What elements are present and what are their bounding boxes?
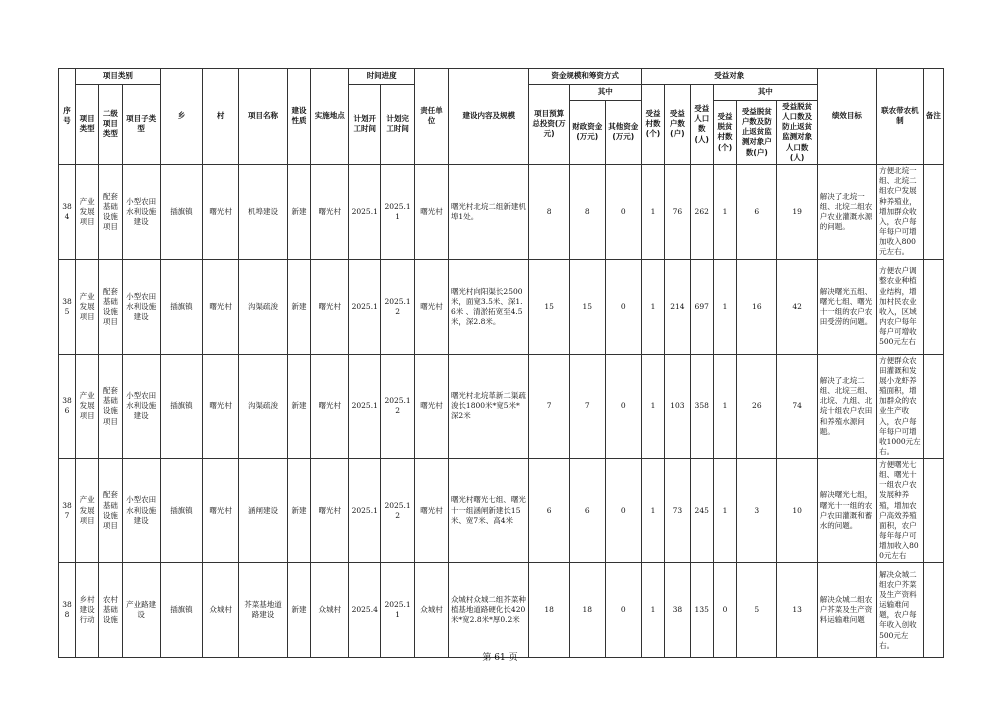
header-name: 项目名称 <box>239 69 288 165</box>
cell-population: 135 <box>690 563 713 658</box>
header-remarks: 备注 <box>923 69 943 165</box>
header-village: 村 <box>203 69 239 165</box>
table-row <box>59 459 944 563</box>
header-poor-households: 受益脱贫户数及防止返贫监测对象户数(户) <box>737 101 777 165</box>
cell-other: 0 <box>605 354 641 458</box>
header-start: 计划开工时间 <box>349 85 381 165</box>
header-category-group: 项目类别 <box>75 69 160 85</box>
cell-village: 曙光村 <box>203 354 239 458</box>
header-proj-type: 项目类型 <box>75 85 98 165</box>
cell-township: 插旗镇 <box>160 164 202 259</box>
cell-start: 2025.1 <box>349 259 381 354</box>
header-township: 乡 <box>160 69 202 165</box>
table-row <box>59 164 944 259</box>
cell-finish: 2025.12 <box>381 459 415 563</box>
cell-households: 103 <box>665 354 690 458</box>
cell-fiscal: 15 <box>569 259 605 354</box>
cell-poor-population: 74 <box>777 354 817 458</box>
header-households: 受益户数(户) <box>665 85 690 165</box>
header-total: 项目预算总投资(万元) <box>529 85 569 165</box>
cell-unit: 众城村 <box>415 563 449 658</box>
cell-goal: 解决了北垸二组、北垸三组、北垸、九组、北垸十组农户农田和养殖水源问题。 <box>817 354 876 458</box>
table-body <box>59 164 944 658</box>
cell-other: 0 <box>605 563 641 658</box>
cell-population: 262 <box>690 164 713 259</box>
cell-goal: 解决众城二组农户芥菜及生产资料运输难问题 <box>817 563 876 658</box>
cell-project-name: 涵闸建设 <box>239 459 288 563</box>
cell-project-type: 产业发展项目 <box>75 164 98 259</box>
header-unit: 责任单位 <box>415 69 449 165</box>
cell-township: 插旗镇 <box>160 563 202 658</box>
cell-poor-population: 42 <box>777 259 817 354</box>
cell-villages: 1 <box>641 164 664 259</box>
cell-total: 15 <box>529 259 569 354</box>
table-row <box>59 354 944 458</box>
cell-sub-type: 小型农田水利设施建设 <box>122 354 160 458</box>
cell-seq: 385 <box>59 259 76 354</box>
cell-seq: 386 <box>59 354 76 458</box>
cell-households: 76 <box>665 164 690 259</box>
cell-fiscal: 8 <box>569 164 605 259</box>
cell-content: 曙光村北垸二组新建机埠1处。 <box>448 164 529 259</box>
cell-remarks <box>923 164 943 259</box>
cell-project-name: 沟渠疏浚 <box>239 259 288 354</box>
cell-households: 214 <box>665 259 690 354</box>
cell-start: 2025.4 <box>349 563 381 658</box>
page-number: 第 61 页 <box>482 653 518 663</box>
cell-secondary-type: 农村基础设施 <box>99 563 122 658</box>
cell-poor-population: 10 <box>777 459 817 563</box>
cell-secondary-type: 配套基础设施项目 <box>99 354 122 458</box>
cell-poor-population: 19 <box>777 164 817 259</box>
cell-households: 38 <box>665 563 690 658</box>
cell-content: 曙光村曙光七组、曙光十一组涵闸新建长15米、宽7米、高4米 <box>448 459 529 563</box>
header-population: 受益人口数(人) <box>690 85 713 165</box>
header-goal: 绩效目标 <box>817 69 876 165</box>
cell-total: 18 <box>529 563 569 658</box>
cell-goal: 解决曙光七组，曙光十一组的农户农田灌溉和蓄水的问题。 <box>817 459 876 563</box>
cell-sub-type: 小型农田水利设施建设 <box>122 259 160 354</box>
header-beneficiary-sub: 其中 <box>713 85 817 101</box>
cell-location: 曙光村 <box>311 459 349 563</box>
cell-sub-type: 小型农田水利设施建设 <box>122 164 160 259</box>
cell-project-type: 乡村建设行动 <box>75 563 98 658</box>
cell-location: 曙光村 <box>311 164 349 259</box>
cell-seq: 384 <box>59 164 76 259</box>
cell-nature: 新建 <box>287 354 310 458</box>
cell-finish: 2025.12 <box>381 354 415 458</box>
cell-project-name: 机埠建设 <box>239 164 288 259</box>
cell-other: 0 <box>605 459 641 563</box>
cell-goal: 解决了北垸一组、北垸二组农户农业灌溉水源的问题。 <box>817 164 876 259</box>
cell-project-type: 产业发展项目 <box>75 459 98 563</box>
cell-village: 曙光村 <box>203 164 239 259</box>
cell-finish: 2025.11 <box>381 164 415 259</box>
cell-nature: 新建 <box>287 563 310 658</box>
header-finish: 计划完工时间 <box>381 85 415 165</box>
cell-poor-households: 6 <box>737 164 777 259</box>
cell-unit: 曙光村 <box>415 259 449 354</box>
cell-location: 曙光村 <box>311 259 349 354</box>
cell-households: 73 <box>665 459 690 563</box>
cell-start: 2025.1 <box>349 354 381 458</box>
cell-total: 8 <box>529 164 569 259</box>
cell-mechanism: 解决众城二组农户芥菜及生产资料运输难问题，农户每年收入创收500元左右。 <box>877 563 924 658</box>
cell-finish: 2025.11 <box>381 563 415 658</box>
cell-project-name: 沟渠疏浚 <box>239 354 288 458</box>
header-sub-type: 项目子类型 <box>122 85 160 165</box>
cell-poor-households: 5 <box>737 563 777 658</box>
cell-secondary-type: 配套基础设施项目 <box>99 164 122 259</box>
cell-mechanism: 方便农户调整农业种植业结构，增加村民农业收入，区域内农户每年每户可增收500元左右 <box>877 259 924 354</box>
cell-project-type: 产业发展项目 <box>75 354 98 458</box>
cell-village: 曙光村 <box>203 459 239 563</box>
cell-villages: 1 <box>641 459 664 563</box>
cell-location: 曙光村 <box>311 354 349 458</box>
cell-seq: 388 <box>59 563 76 658</box>
header-beneficiary-group: 受益对象 <box>641 69 817 85</box>
cell-sub-type: 小型农田水利设施建设 <box>122 459 160 563</box>
header-poor-population: 受益脱贫人口数及防止返贫监测对象人口数(人) <box>777 101 817 165</box>
cell-poor-villages: 0 <box>713 563 736 658</box>
cell-village: 众城村 <box>203 563 239 658</box>
header-other: 其他资金(万元) <box>605 101 641 165</box>
cell-fiscal: 6 <box>569 459 605 563</box>
cell-unit: 曙光村 <box>415 354 449 458</box>
cell-nature: 新建 <box>287 259 310 354</box>
cell-remarks <box>923 563 943 658</box>
cell-mechanism: 方便群众农田灌溉和发展小龙虾养殖面积，增加群众的农业生产收入，农户每年每户可增收1000元左右。 <box>877 354 924 458</box>
header-sub2-type: 二级项目类型 <box>99 85 122 165</box>
cell-remarks <box>923 459 943 563</box>
cell-poor-households: 16 <box>737 259 777 354</box>
cell-other: 0 <box>605 259 641 354</box>
cell-nature: 新建 <box>287 459 310 563</box>
header-fund-group: 资金规模和筹资方式 <box>529 69 641 85</box>
header-content: 建设内容及规模 <box>448 69 529 165</box>
cell-content: 曙光村向阳渠长2500米，面宽3.5米、深1.6米 、清淤拓宽至4.5米，深2.8米。 <box>448 259 529 354</box>
cell-poor-households: 3 <box>737 459 777 563</box>
cell-secondary-type: 配套基础设施项目 <box>99 259 122 354</box>
cell-villages: 1 <box>641 354 664 458</box>
cell-township: 插旗镇 <box>160 259 202 354</box>
cell-poor-population: 13 <box>777 563 817 658</box>
cell-seq: 387 <box>59 459 76 563</box>
cell-fiscal: 7 <box>569 354 605 458</box>
cell-township: 插旗镇 <box>160 459 202 563</box>
cell-poor-villages: 1 <box>713 259 736 354</box>
cell-other: 0 <box>605 164 641 259</box>
cell-remarks <box>923 259 943 354</box>
cell-mechanism: 方便曙光七组、曙光十一组农户农发展种养殖，增加农户高效养殖面积，农户每年每户可增加收入800元左右 <box>877 459 924 563</box>
header-nature: 建设性质 <box>287 69 310 165</box>
cell-project-type: 产业发展项目 <box>75 259 98 354</box>
table-row <box>59 563 944 658</box>
header-seq: 序号 <box>59 69 76 165</box>
cell-unit: 曙光村 <box>415 459 449 563</box>
cell-start: 2025.1 <box>349 459 381 563</box>
cell-project-name: 芥菜基地道路建设 <box>239 563 288 658</box>
cell-poor-villages: 1 <box>713 354 736 458</box>
header-poor-villages: 受益脱贫村数(个) <box>713 101 736 165</box>
cell-population: 697 <box>690 259 713 354</box>
cell-poor-villages: 1 <box>713 164 736 259</box>
cell-start: 2025.1 <box>349 164 381 259</box>
cell-remarks <box>923 354 943 458</box>
cell-population: 245 <box>690 459 713 563</box>
cell-poor-villages: 1 <box>713 459 736 563</box>
cell-unit: 曙光村 <box>415 164 449 259</box>
cell-poor-households: 26 <box>737 354 777 458</box>
cell-location: 众城村 <box>311 563 349 658</box>
header-villages: 受益村数(个) <box>641 85 664 165</box>
cell-total: 6 <box>529 459 569 563</box>
cell-finish: 2025.12 <box>381 259 415 354</box>
header-fund-sub: 其中 <box>569 85 641 101</box>
header-fiscal: 财政资金(万元) <box>569 101 605 165</box>
cell-sub-type: 产业路建设 <box>122 563 160 658</box>
cell-nature: 新建 <box>287 164 310 259</box>
cell-mechanism: 方便北垸一组、北垸二组农户发展种养殖业，增加群众收入，农户每年每户可增加收入800元左右。 <box>877 164 924 259</box>
cell-township: 插旗镇 <box>160 354 202 458</box>
cell-population: 358 <box>690 354 713 458</box>
cell-content: 曙光村北垸革新二渠疏浚长1800米*宽5米*深2米 <box>448 354 529 458</box>
cell-secondary-type: 配套基础设施项目 <box>99 459 122 563</box>
project-table <box>58 68 944 658</box>
cell-villages: 1 <box>641 563 664 658</box>
cell-village: 曙光村 <box>203 259 239 354</box>
cell-villages: 1 <box>641 259 664 354</box>
cell-content: 众城村众城二组芥菜种植基地道路硬化长420米*宽2.8米*厚0.2米 <box>448 563 529 658</box>
header-time-group: 时间进度 <box>349 69 415 85</box>
cell-fiscal: 18 <box>569 563 605 658</box>
cell-total: 7 <box>529 354 569 458</box>
cell-goal: 解决曙光五组、曙光七组、曙光十一组的农户农田受涝的问题。 <box>817 259 876 354</box>
header-location: 实施地点 <box>311 69 349 165</box>
table-row <box>59 259 944 354</box>
header-mechanism: 联农带农机制 <box>877 69 924 165</box>
